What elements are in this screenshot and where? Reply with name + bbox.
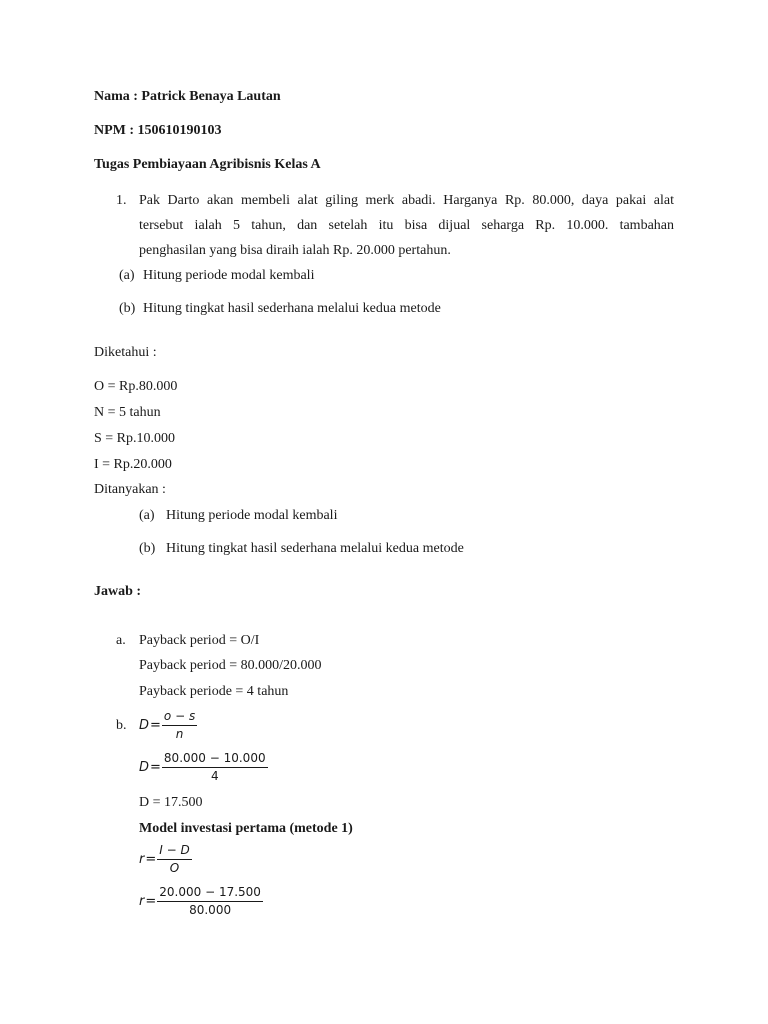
formula-equals: = (145, 852, 157, 867)
fraction-numerator: I − D (159, 843, 190, 857)
fraction-denominator: 80.000 (189, 903, 232, 917)
formula-equals: = (145, 894, 157, 909)
question-number: 1. (116, 193, 127, 208)
asked-heading: Ditanyakan : (94, 482, 166, 497)
answer-a-label: a. (116, 633, 126, 648)
question-text-line-2: tersebut ialah 5 tahun, dan setelah itu bisa dijual seharga Rp. 10.000. tambahan (139, 218, 674, 233)
student-npm: NPM : 150610190103 (94, 123, 222, 138)
method-1-heading: Model investasi pertama (metode 1) (139, 821, 353, 836)
depreciation-result: D = 17.500 (139, 795, 203, 810)
known-n: N = 5 tahun (94, 405, 161, 420)
question-b-text: Hitung tingkat hasil sederhana melalui kedua metode (143, 301, 441, 316)
assignment-title: Tugas Pembiayaan Agribisnis Kelas A (94, 157, 321, 172)
asked-a-text: Hitung periode modal kembali (166, 508, 338, 523)
formula-lhs: D (139, 718, 150, 733)
asked-b-label: (b) (139, 541, 156, 556)
payback-result: Payback periode = 4 tahun (139, 684, 289, 699)
answer-heading: Jawab : (94, 584, 142, 599)
asked-a-label: (a) (139, 508, 155, 523)
formula-equals: = (150, 760, 161, 775)
fraction (162, 751, 268, 784)
payback-formula: Payback period = O/I (139, 633, 260, 648)
fraction-bar (162, 767, 268, 768)
fraction-denominator: n (175, 727, 184, 741)
fraction-numerator: 20.000 − 17.500 (159, 885, 261, 899)
question-text-line-3: penghasilan yang bisa diraih ialah Rp. 20.000 pertahun. (139, 243, 451, 258)
asked-b-text: Hitung tingkat hasil sederhana melalui kedua metode (166, 541, 464, 556)
fraction-denominator: 4 (210, 769, 219, 783)
known-o: O = Rp.80.000 (94, 379, 178, 394)
payback-substitution: Payback period = 80.000/20.000 (139, 658, 322, 673)
return-rate-formula (139, 843, 192, 876)
question-a-text: Hitung periode modal kembali (143, 268, 315, 283)
formula-equals: = (150, 718, 161, 733)
fraction-bar (162, 725, 197, 726)
fraction-numerator: o − s (163, 709, 196, 723)
question-text-line-1: Pak Darto akan membeli alat giling merk abadi. Harganya Rp. 80.000, daya pakai alat (139, 193, 674, 208)
formula-lhs: r (139, 894, 145, 909)
fraction-numerator: 80.000 − 10.000 (163, 751, 266, 765)
known-i: I = Rp.20.000 (94, 457, 172, 472)
fraction-bar (157, 859, 191, 860)
depreciation-formula (139, 709, 197, 742)
formula-lhs: r (139, 852, 145, 867)
depreciation-substitution (139, 751, 268, 784)
fraction (157, 885, 263, 918)
answer-b-label: b. (116, 718, 127, 733)
formula-lhs: D (139, 760, 150, 775)
question-b-label: (b) (119, 301, 136, 316)
return-rate-substitution (139, 885, 263, 918)
known-heading: Diketahui : (94, 345, 157, 360)
student-name: Nama : Patrick Benaya Lautan (94, 89, 281, 104)
fraction-denominator: O (169, 861, 180, 875)
fraction (162, 709, 197, 742)
fraction-bar (157, 901, 263, 902)
known-s: S = Rp.10.000 (94, 431, 176, 446)
fraction (157, 843, 191, 876)
question-a-label: (a) (119, 268, 135, 283)
